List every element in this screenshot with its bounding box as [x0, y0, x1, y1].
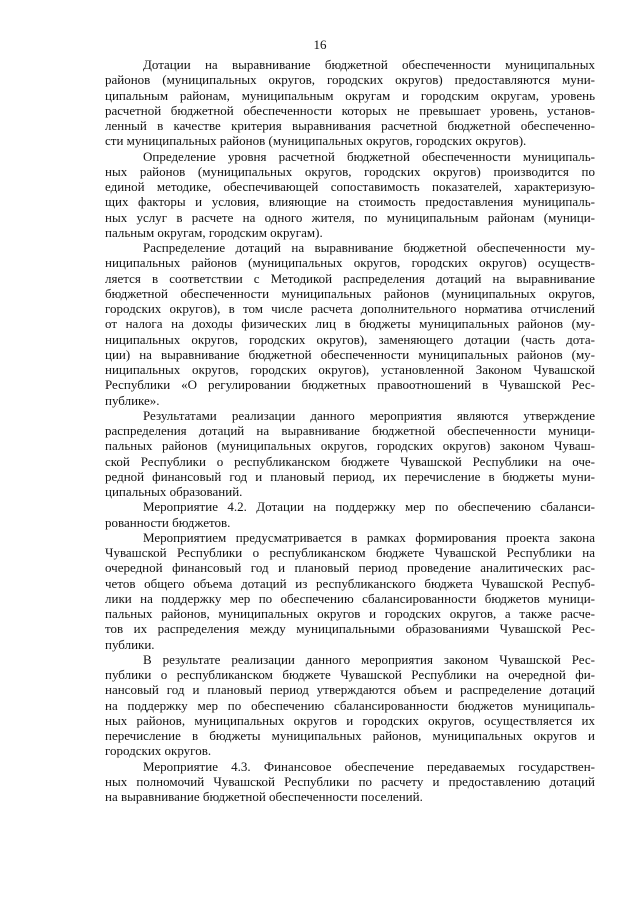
- text-line: пальных районов, муниципальных округов и городских округов, а также расче-: [105, 606, 595, 621]
- text-line: тов их распределения между муниципальными образованиями Чувашской Рес-: [105, 621, 595, 637]
- text-line: перечисление в бюджеты муниципальных районов, муниципальных округов и: [105, 728, 595, 743]
- text-line: В результате реализации данного мероприятия законом Чувашской Рес-: [143, 651, 595, 667]
- text-line: лики на поддержку мер по обеспечению сбалансированности бюджетов муници-: [105, 590, 595, 606]
- paragraph: [105, 57, 595, 149]
- text-line: Дотации на выравнивание бюджетной обеспеченности муниципальных: [143, 57, 595, 72]
- text-line: ниципальных округов, городских округов), заменяющего дотации (часть дота-: [105, 331, 595, 347]
- paragraph: [105, 652, 595, 759]
- text-line: на выравнивание бюджетной обеспеченности поселений.: [105, 789, 423, 804]
- text-line: щих факторы и условия, влияющие на стоимость предоставления муниципаль-: [105, 194, 595, 210]
- text-line: ных полномочий Чувашской Республики по расчету и предоставлению дотаций: [105, 773, 595, 789]
- paragraph: [105, 408, 595, 500]
- paragraph: [105, 240, 595, 408]
- text-line: ных районов (муниципальных округов, городских округов) производится по: [105, 163, 595, 179]
- text-line: ниципальных округов, городских округов), установленной Законом Чувашской: [105, 362, 595, 377]
- text-line: Определение уровня расчетной бюджетной обеспеченности муниципаль-: [143, 148, 595, 164]
- paragraph: [105, 759, 595, 805]
- text-line: ции) на выравнивание бюджетной обеспеченности муниципальных районов (му-: [105, 346, 595, 362]
- paragraph: [105, 149, 595, 241]
- text-line: Республики «О регулировании бюджетных правоотношений в Чувашской Рес-: [105, 377, 595, 393]
- text-line: публике».: [105, 392, 160, 408]
- text-line: пальных районов (муниципальных округов, городских округов) законом Чуваш-: [105, 438, 595, 454]
- page-number: 16: [313, 37, 327, 52]
- text-line: ципальным районам, муниципальным округам и городским округам, уровень: [105, 87, 595, 103]
- text-line: пальным округам, городским округам).: [105, 224, 323, 240]
- text-line: очередной финансовый год и плановый период проведение аналитических рас-: [105, 560, 595, 576]
- text-line: Чувашской Республики о республиканском бюджете Чувашской Республики на: [105, 545, 595, 560]
- text-line: рованности бюджетов.: [105, 514, 231, 530]
- paragraph: [105, 530, 595, 652]
- text-line: ниципальных районов (муниципальных округов, городских округов) осуществ-: [105, 255, 595, 271]
- text-line: районов (муниципальных округов, городских округов) предоставляются муни-: [105, 72, 595, 88]
- text-line: четов общего объема дотаций из республиканского бюджета Чувашской Респуб-: [105, 575, 595, 591]
- text-line: публики.: [105, 636, 155, 652]
- text-line: сти муниципальных районов (муниципальных округов, городских округов).: [105, 133, 527, 149]
- text-line: расчетной бюджетной обеспеченности которых не превышает уровень, установ-: [105, 102, 595, 118]
- text-line: ципальных образований.: [105, 484, 243, 499]
- text-line: Результатами реализации данного мероприятия являются утверждение: [143, 407, 595, 423]
- text-line: единой методике, обеспечивающей сопоставимость показателей, характеризую-: [105, 179, 595, 194]
- text-line: Мероприятие 4.2. Дотации на поддержку мер по обеспечению сбаланси-: [143, 499, 595, 515]
- text-line: Мероприятие 4.3. Финансовое обеспечение передаваемых государствен-: [143, 758, 595, 774]
- text-line: Распределение дотаций на выравнивание бюджетной обеспеченности му-: [143, 240, 595, 255]
- text-line: публики о республиканском бюджете Чувашской Республики на очередной фи-: [105, 667, 595, 682]
- document-body: [105, 57, 595, 804]
- paragraph: [105, 499, 595, 530]
- text-line: распределения дотаций на выравнивание бюджетной обеспеченности муници-: [105, 423, 595, 438]
- text-line: бюджетной обеспеченности муниципальных районов (муниципальных округов,: [105, 285, 595, 301]
- text-line: ленный в качестве критерия выравнивания расчетной бюджетной обеспеченно-: [105, 118, 595, 133]
- text-line: ляется в соответствии с Методикой распределения дотаций на выравнивание: [105, 270, 595, 286]
- text-line: редной финансовый год и плановый период, их перечисление в бюджеты муни-: [105, 468, 595, 484]
- text-line: городских округов), в том числе расчета дополнительного норматива отчислений: [105, 301, 595, 316]
- text-line: от налога на доходы физических лиц в бюджеты муниципальных районов (му-: [105, 316, 595, 332]
- text-line: нансовый год и плановый период утверждаются объем и распределение дотаций: [105, 682, 595, 698]
- text-line: ных районов, муниципальных округов и городских округов, осуществляется их: [105, 712, 595, 728]
- text-line: на поддержку мер по обеспечению сбалансированности бюджетов муниципаль-: [105, 697, 595, 713]
- text-line: ных услуг в расчете на одного жителя, по муниципальным районам (муници-: [105, 209, 595, 225]
- text-line: городских округов.: [105, 743, 212, 759]
- text-line: Мероприятием предусматривается в рамках формирования проекта закона: [143, 529, 595, 545]
- text-line: ской Республики о республиканском бюджете Чувашской Республики на оче-: [105, 453, 595, 469]
